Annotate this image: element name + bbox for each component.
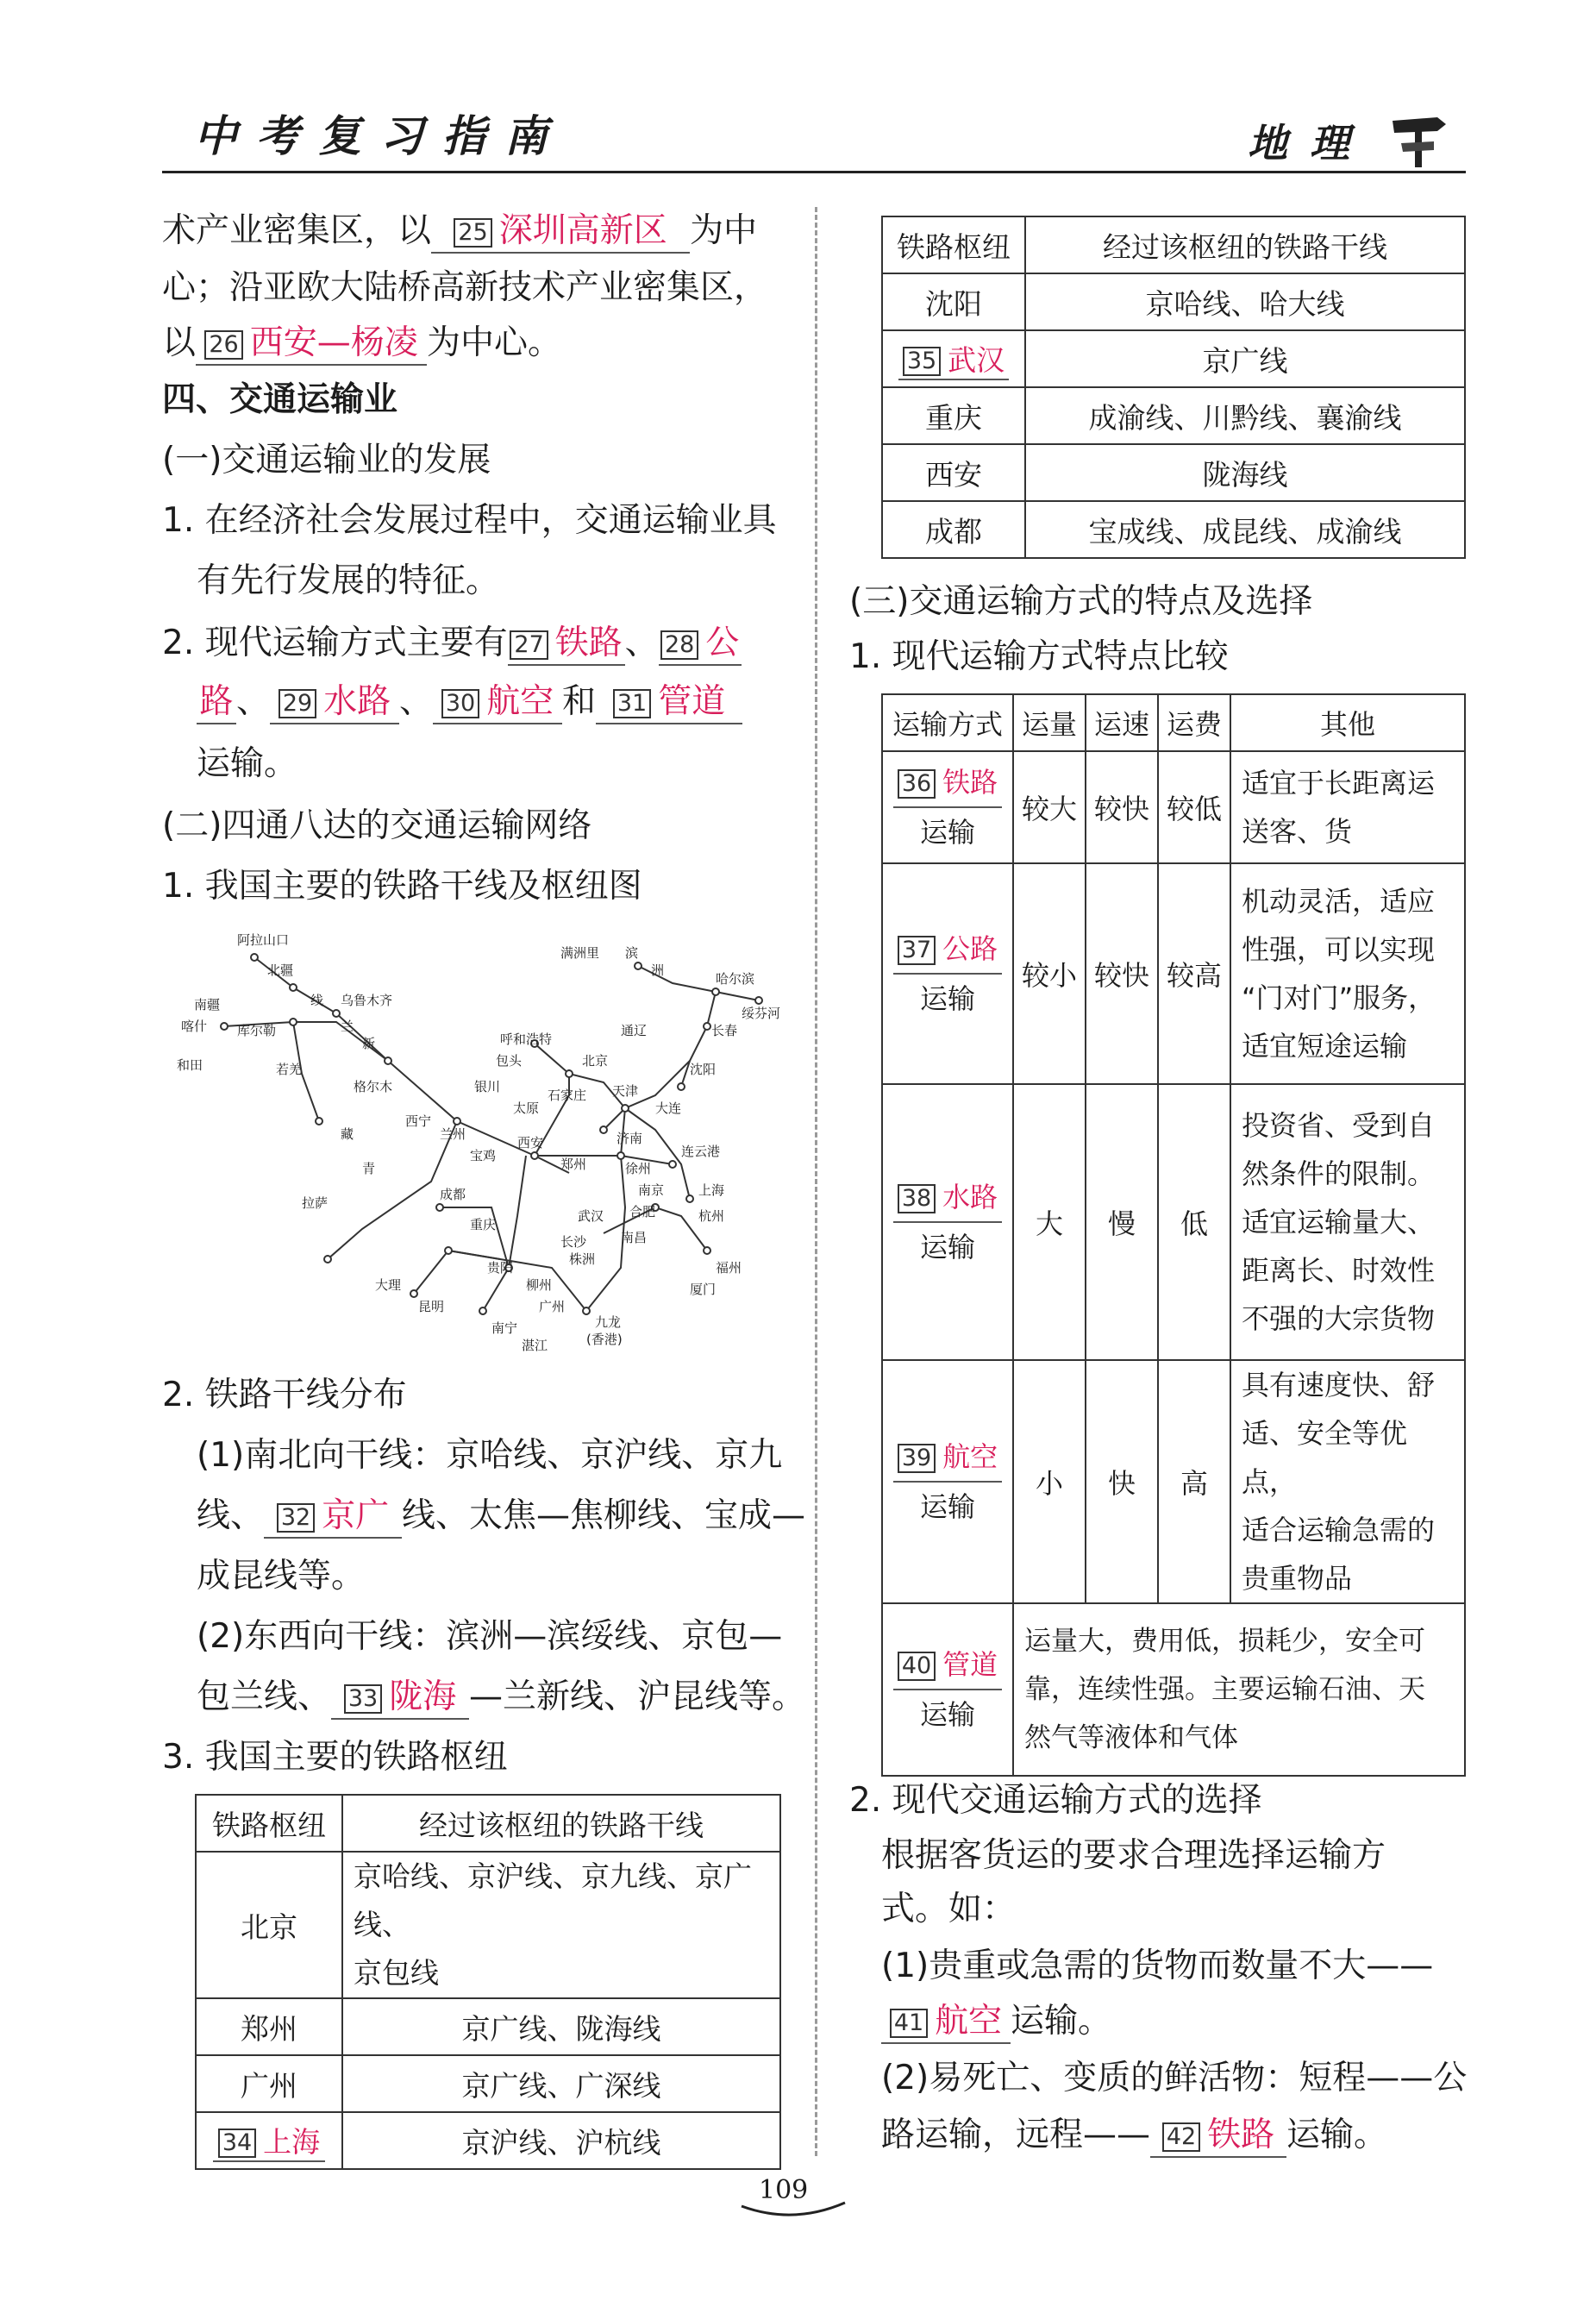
distribution-title: 2. 铁路干线分布 xyxy=(162,1376,407,1414)
map-label-huhehaote: 呼和浩特 xyxy=(500,1031,553,1047)
header-rule xyxy=(162,171,1466,173)
map-label-tianjin: 天津 xyxy=(612,1083,639,1099)
map-label-kuerle: 库尔勒 xyxy=(237,1023,277,1038)
map-label-zhanjiang: 湛江 xyxy=(522,1338,548,1353)
col-header-hub: 铁路枢纽 xyxy=(196,1795,342,1852)
comparison-title: 1. 现代运输方式特点比较 xyxy=(849,637,1229,676)
table-row xyxy=(882,330,1465,387)
hub-cell: 沈阳 xyxy=(882,273,1025,330)
mode-cell-blank-37[interactable]: 37 公路 运输 xyxy=(882,863,1013,1084)
map-label-guangzhou: 广州 xyxy=(539,1299,566,1314)
other-cell: 投资省、受到自 然条件的限制。 适宜运输量大、 距离长、时效性 不强的大宗货物 xyxy=(1230,1084,1465,1360)
section-heading-transport: 四、交通运输业 xyxy=(162,380,398,419)
para-1-line-1: 1. 在经济社会发展过程中，交通运输业具 xyxy=(162,501,777,540)
intro-line-1: 术产业密集区，以 25 深圳高新区 为中 xyxy=(162,210,757,254)
lines-cell: 京广线、广深线 xyxy=(342,2055,780,2112)
choice-1-line-1: (1)贵重或急需的货物而数量不大—— xyxy=(881,1947,1434,1985)
blank-28[interactable]: 28 公 xyxy=(659,623,742,666)
hub-cell: 北京 xyxy=(196,1852,342,1998)
table-row xyxy=(196,1998,780,2055)
cost-cell: 高 xyxy=(1158,1360,1230,1603)
map-label-chengdu: 成都 xyxy=(440,1187,466,1202)
lines-cell: 京哈线、京沪线、京九线、京广线、 京包线 xyxy=(342,1852,780,1998)
map-label-kashi: 喀什 xyxy=(181,1019,208,1034)
para-2-line-3: 运输。 xyxy=(197,744,298,783)
para-2-line-2: 路、 29 水路 、 30 航空 和 31 管道 xyxy=(197,681,742,724)
choice-1-line-2: 41 航空 运输。 xyxy=(881,2001,1111,2044)
col-header-lines: 经过该枢纽的铁路干线 xyxy=(1025,216,1465,273)
map-label-suifenhe: 绥芬河 xyxy=(742,1006,781,1021)
col-header-hub: 铁路枢纽 xyxy=(882,216,1025,273)
map-label-xining: 西宁 xyxy=(405,1113,432,1129)
map-label-hetian: 和田 xyxy=(177,1057,203,1073)
hub-table-1 xyxy=(195,1794,781,2170)
lines-cell: 京广线、陇海线 xyxy=(342,1998,780,2055)
hub-cell-blank-34[interactable]: 34 上海 xyxy=(196,2112,342,2169)
map-label-lan: 兰 xyxy=(341,1019,354,1034)
railway-lines xyxy=(224,957,759,1311)
map-label-baotou: 包头 xyxy=(496,1053,523,1069)
col-header-cost: 运费 xyxy=(1158,694,1230,751)
map-label-manzhouli: 满洲里 xyxy=(560,945,600,961)
map-label-taiyuan: 太原 xyxy=(513,1100,540,1116)
col-header-lines: 经过该枢纽的铁路干线 xyxy=(342,1795,780,1852)
other-cell: 具有速度快、舒 适、安全等优点， 适合运输急需的 贵重物品 xyxy=(1230,1360,1465,1603)
speed-cell: 快 xyxy=(1086,1360,1158,1603)
map-label-jinan: 济南 xyxy=(616,1131,643,1146)
choice-title: 2. 现代交通运输方式的选择 xyxy=(849,1781,1262,1820)
subheading-network: (二)四通八达的交通运输网络 xyxy=(162,806,592,845)
hub-cell: 广州 xyxy=(196,2055,342,2112)
volume-cell: 较大 xyxy=(1013,751,1086,863)
map-title: 1. 我国主要的铁路干线及枢纽图 xyxy=(162,867,642,906)
blank-33[interactable]: 33 陇海 xyxy=(331,1677,469,1720)
north-south-line-1: (1)南北向干线：京哈线、京沪线、京九 xyxy=(197,1436,783,1475)
map-label-kunming: 昆明 xyxy=(418,1299,445,1314)
blank-26[interactable]: 26 西安—杨凌 xyxy=(196,323,427,366)
col-header-other: 其他 xyxy=(1230,694,1465,751)
volume-cell: 较小 xyxy=(1013,863,1086,1084)
map-label-shenyang: 沈阳 xyxy=(690,1062,717,1077)
map-label-wuhan: 武汉 xyxy=(578,1208,604,1224)
speed-cell: 慢 xyxy=(1086,1084,1158,1360)
mode-cell-blank-39[interactable]: 39 航空 运输 xyxy=(882,1360,1013,1603)
table-row xyxy=(196,2055,780,2112)
map-label-beijing: 北京 xyxy=(582,1053,609,1069)
mode-cell-blank-36[interactable]: 36 铁路 运输 xyxy=(882,751,1013,863)
table-row xyxy=(882,273,1465,330)
map-label-changsha: 长沙 xyxy=(560,1234,587,1250)
column-divider xyxy=(815,207,817,2156)
mode-cell-blank-40[interactable]: 40 管道 运输 xyxy=(882,1603,1013,1776)
lines-cell: 京哈线、哈大线 xyxy=(1025,273,1465,330)
map-label-geermu: 格尔木 xyxy=(354,1079,393,1094)
hub-title: 3. 我国主要的铁路枢纽 xyxy=(162,1738,508,1777)
map-label-nanjiang: 南疆 xyxy=(194,997,221,1013)
map-label-dalian: 大连 xyxy=(655,1100,682,1116)
para-1-line-2: 有先行发展的特征。 xyxy=(197,561,500,600)
page-number: 109 xyxy=(759,2175,809,2205)
choice-2-line-1: (2)易死亡、变质的鲜活物：短程——公 xyxy=(881,2059,1468,2097)
lines-cell: 京广线 xyxy=(1025,330,1465,387)
other-cell: 机动灵活，适应 性强，可以实现 “门对门”服务， 适宜短途运输 xyxy=(1230,863,1465,1084)
mode-cell-blank-38[interactable]: 38 水路 运输 xyxy=(882,1084,1013,1360)
page-number-swoosh-icon xyxy=(737,2191,849,2216)
cost-cell: 低 xyxy=(1158,1084,1230,1360)
map-label-chongqing: 重庆 xyxy=(470,1217,497,1232)
railway-map xyxy=(155,923,793,1354)
map-label-shanghai: 上海 xyxy=(698,1182,725,1198)
north-south-line-3: 成昆线等。 xyxy=(197,1557,366,1596)
book-title: 中考复习指南 xyxy=(194,110,566,161)
lines-cell: 京沪线、沪杭线 xyxy=(342,2112,780,2169)
table-row xyxy=(882,444,1465,501)
map-label-fuzhou: 福州 xyxy=(716,1260,742,1276)
map-label-zhuzhou: 株洲 xyxy=(569,1251,596,1267)
map-label-lanzhou: 兰州 xyxy=(440,1126,466,1142)
col-header-volume: 运量 xyxy=(1013,694,1086,751)
map-label-changchun: 长春 xyxy=(711,1023,738,1038)
map-label-hefei: 合肥 xyxy=(629,1204,656,1219)
subject-title: 地理 xyxy=(1248,120,1372,166)
blank-27[interactable]: 27 铁路 xyxy=(508,623,625,666)
hub-table-2 xyxy=(881,216,1466,559)
col-header-mode: 运输方式 xyxy=(882,694,1013,751)
col-header-speed: 运速 xyxy=(1086,694,1158,751)
table-row xyxy=(882,863,1465,1084)
map-label-guiyang: 贵阳 xyxy=(487,1260,514,1276)
lines-cell: 成渝线、川黔线、襄渝线 xyxy=(1025,387,1465,444)
hub-cell: 成都 xyxy=(882,501,1025,558)
cost-cell: 较低 xyxy=(1158,751,1230,863)
map-label-xiamen: 厦门 xyxy=(690,1282,717,1297)
hub-cell: 郑州 xyxy=(196,1998,342,2055)
table-row xyxy=(196,2112,780,2169)
cost-cell: 较高 xyxy=(1158,863,1230,1084)
map-label-jiulong: 九龙 xyxy=(595,1314,622,1330)
map-label-bin: 滨 xyxy=(625,945,639,961)
map-label-tongliao: 通辽 xyxy=(621,1023,648,1038)
blank-28-cont[interactable]: 路 xyxy=(197,681,236,724)
blank-42[interactable]: 42 铁路 xyxy=(1150,2115,1286,2158)
volume-cell: 大 xyxy=(1013,1084,1086,1360)
blank-29[interactable]: 29 水路 xyxy=(270,681,399,724)
table-row xyxy=(196,1852,780,1998)
map-label-xian: 西安 xyxy=(517,1135,544,1150)
map-label-dali: 大理 xyxy=(375,1277,402,1293)
map-label-qing: 青 xyxy=(362,1161,376,1176)
north-south-line-2: 线、 32 京广 线、太焦—焦柳线、宝成— xyxy=(197,1495,805,1539)
map-label-xuzhou: 徐州 xyxy=(625,1161,652,1176)
map-label-beijiang: 北疆 xyxy=(267,962,294,978)
map-label-lianyungang: 连云港 xyxy=(681,1144,721,1159)
map-label-haerbin: 哈尔滨 xyxy=(716,971,755,987)
signpost-icon xyxy=(1384,102,1453,171)
map-label-nanjing: 南京 xyxy=(638,1182,665,1198)
map-label-xianggang: (香港) xyxy=(586,1332,623,1347)
blank-30[interactable]: 30 航空 xyxy=(433,681,562,724)
table-row xyxy=(882,1360,1465,1603)
table-row xyxy=(882,501,1465,558)
hub-cell: 西安 xyxy=(882,444,1025,501)
table-row xyxy=(882,1603,1465,1776)
lines-cell: 宝成线、成昆线、成渝线 xyxy=(1025,501,1465,558)
hub-table-2-header xyxy=(882,216,1465,273)
map-label-hangzhou: 杭州 xyxy=(698,1208,725,1224)
mode-table-header xyxy=(882,694,1465,751)
speed-cell: 较快 xyxy=(1086,751,1158,863)
choice-line-2: 式。如： xyxy=(881,1890,1017,1928)
map-label-zhengzhou: 郑州 xyxy=(560,1157,587,1172)
map-label-nanchang: 南昌 xyxy=(621,1230,648,1245)
east-west-line-1: (2)东西向干线：滨洲—滨绥线、京包— xyxy=(197,1617,783,1656)
blank-32[interactable]: 32 京广 xyxy=(264,1495,402,1539)
map-label-shijiazhuang: 石家庄 xyxy=(548,1088,587,1103)
map-label-lasa: 拉萨 xyxy=(302,1195,329,1211)
para-2-line-1: 2. 现代运输方式主要有 27 铁路、 28 公 xyxy=(162,623,742,666)
intro-line-2: 心；沿亚欧大陆桥高新技术产业密集区， xyxy=(162,268,768,307)
map-label-zhou: 洲 xyxy=(651,962,665,978)
lines-cell: 陇海线 xyxy=(1025,444,1465,501)
table-row xyxy=(882,387,1465,444)
map-label-ruoqiang: 若羌 xyxy=(276,1062,303,1077)
speed-cell: 较快 xyxy=(1086,863,1158,1084)
other-wide-cell: 运量大，费用低，损耗少，安全可 靠，连续性强。主要运输石油、天 然气等液体和气体 xyxy=(1013,1603,1465,1776)
subheading-development: (一)交通运输业的发展 xyxy=(162,441,491,480)
map-label-alashankou: 阿拉山口 xyxy=(237,932,290,948)
blank-25[interactable]: 25 深圳高新区 xyxy=(431,210,690,254)
volume-cell: 小 xyxy=(1013,1360,1086,1603)
map-label-wulumuqi: 乌鲁木齐 xyxy=(341,993,393,1008)
table-row xyxy=(882,751,1465,863)
choice-line-1: 根据客货运的要求合理选择运输方 xyxy=(881,1836,1386,1875)
map-label-zang: 藏 xyxy=(341,1126,354,1142)
east-west-line-2: 包兰线、 33 陇海 —兰新线、沪昆线等。 xyxy=(197,1677,805,1720)
map-label-xin: 新 xyxy=(362,1036,376,1051)
transport-mode-table xyxy=(881,693,1466,1777)
map-label-liuzhou: 柳州 xyxy=(526,1277,553,1293)
map-label-yinchuan: 银川 xyxy=(474,1079,501,1094)
choice-2-line-2: 路运输，远程—— 42 铁路 运输。 xyxy=(881,2115,1387,2158)
table-row xyxy=(882,1084,1465,1360)
other-cell: 适宜于长距离运 送客、货 xyxy=(1230,751,1465,863)
map-label-baoji: 宝鸡 xyxy=(470,1148,497,1163)
blank-31[interactable]: 31 管道 xyxy=(596,681,742,724)
hub-table-1-header xyxy=(196,1795,780,1852)
hub-cell: 重庆 xyxy=(882,387,1025,444)
map-label-line: 线 xyxy=(310,993,324,1008)
subheading-modes: (三)交通运输方式的特点及选择 xyxy=(849,582,1313,621)
map-label-nanning: 南宁 xyxy=(491,1320,518,1336)
hub-cell-blank-35[interactable]: 35 武汉 xyxy=(882,330,1025,387)
blank-41[interactable]: 41 航空 xyxy=(881,2001,1011,2044)
intro-line-3: 以 26 西安—杨凌 为中心。 xyxy=(162,323,561,366)
